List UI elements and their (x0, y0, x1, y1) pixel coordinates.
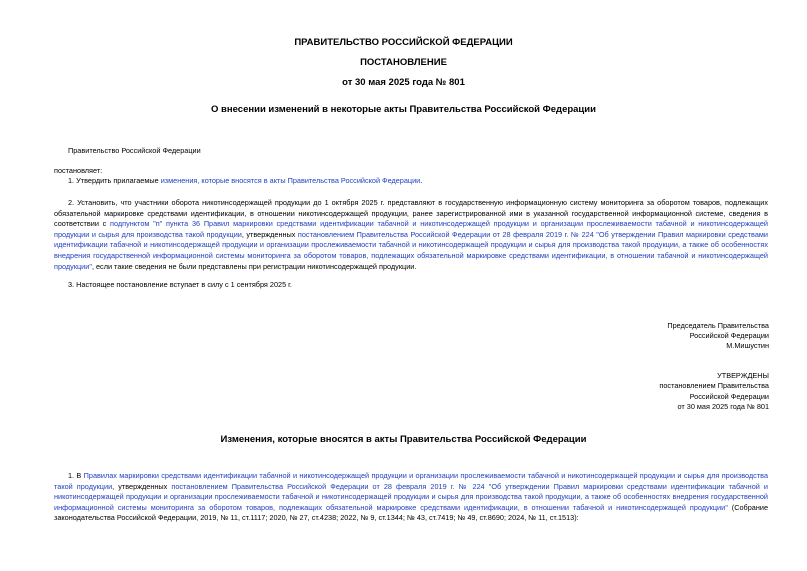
approval-date-number: от 30 мая 2025 года № 801 (677, 402, 769, 411)
doc-date-number: от 30 мая 2025 года № 801 (342, 77, 465, 88)
rules-subpoint-link[interactable]: подпунктом "п" пункта 36 Правил маркировки средствами идентификации табачной и никотинсодержащей продукции и организации прослеживаемости табачной и никотинсодержащей продукции и сырья для производства такой продукции (54, 219, 768, 239)
doc-title: О внесении изменений в некоторые акты Правительства Российской Федерации (211, 104, 596, 115)
changes-decree-224-link[interactable]: постановлением Правительства Российской Федерации от 28 февраля 2019 г. № 224 "Об утверждении Правил маркировки средствами идентификации табачной и никотинсодержащей продукции и организации прослеживаемости табачной и никотинсодержащей продукции и сырья для производства такой продукции, а также об особенностях внедрения государственной информационной системы мониторинга за оборотом товаров, подлежащих обязательной маркировке средствами идентификации, в отношении табачной и никотинсодержащей продукции" (54, 481, 768, 512)
changes-p1-text-3: (Собрание законодательства Российской Федерации, 2019, № 11, ст.1117; 2020, № 27, ст.4238; 2022, № 9, ст.1344; № 43, ст.7419; № 49, ст.8690; 2024, № 11, ст.1513): (54, 502, 769, 523)
approval-country: Российской Федерации (689, 392, 769, 401)
changes-p1-text-2: , утвержденных (112, 481, 172, 491)
signature-position: Председатель Правительства (667, 321, 769, 330)
p2-text-2: , утвержденных (241, 229, 298, 239)
changes-paragraph-1 (54, 471, 768, 524)
approval-by-decree: постановлением Правительства (659, 381, 769, 390)
changes-p1-prefix: 1. В (68, 471, 84, 480)
decree-224-link[interactable]: постановлением Правительства Российской Федерации от 28 февраля 2019 г. № 224 "Об утверждении Правил маркировки средствами идентификации табачной и никотинсодержащей продукции и организации прослеживаемости табачной и никотинсодержащей продукции и сырья для производства такой продукции, а также об особенностях внедрения государственной информационной системы мониторинга за оборотом товаров, подлежащих обязательной маркировке средствами идентификации, в отношении табачной и никотинсодержащей продукции" (54, 229, 768, 271)
p2-text-3: , если такие сведения не были представлены при регистрации никотинсодержащей продукции. (91, 261, 417, 271)
government-heading: ПРАВИТЕЛЬСТВО РОССИЙСКОЙ ФЕДЕРАЦИИ (294, 37, 513, 48)
paragraph-2 (54, 198, 768, 272)
p2-text-1: 2. Установить, что участники оборота никотинсодержащей продукции до 1 октября 2025 г. представляют в государственную информационную систему мониторинга за оборотом товаров, подлежащих обязательной маркировке средствами идентификации, в отношении никотинсодержащей продукции, ранее зарегистрированной ими в указанной государственной информационной системе, сведения в соответствии с (54, 198, 768, 229)
changes-link[interactable]: изменения, которые вносятся в акты Правительства Российской Федерации (160, 176, 421, 185)
signature-name: М.Мишустин (726, 341, 769, 350)
signature-country: Российской Федерации (689, 331, 769, 340)
paragraph-1 (54, 176, 768, 187)
approval-approved: УТВЕРЖДЕНЫ (717, 371, 769, 380)
decides-text: постановляет: (54, 166, 103, 175)
doc-type-heading: ПОСТАНОВЛЕНИЕ (360, 57, 447, 68)
rules-link[interactable]: Правилах маркировки средствами идентификации табачной и никотинсодержащей продукции и организации прослеживаемости табачной и никотинсодержащей продукции и сырья для производства такой продукции (54, 471, 768, 491)
changes-title: Изменения, которые вносятся в акты Правительства Российской Федерации (220, 434, 587, 445)
p1-suffix: . (420, 176, 423, 185)
intro-text: Правительство Российской Федерации (68, 146, 201, 155)
paragraph-3: 3. Настоящее постановление вступает в силу с 1 сентября 2025 г. (68, 280, 292, 289)
p1-prefix: 1. Утвердить прилагаемые (68, 176, 161, 185)
